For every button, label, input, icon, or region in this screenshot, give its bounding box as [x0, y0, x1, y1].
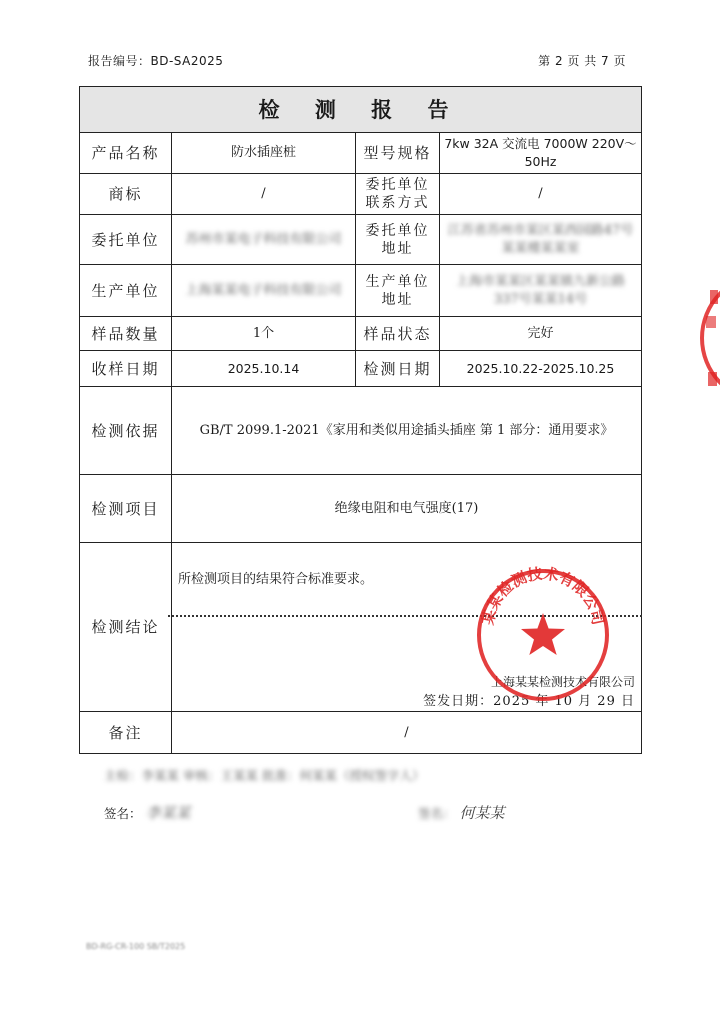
brand-value: / [172, 174, 356, 215]
issuing-company: 上海某某检测技术有限公司 [490, 675, 635, 689]
company-seal [473, 565, 613, 705]
sample-qty-label: 样品数量 [80, 317, 172, 351]
manufacturer-label: 生产单位 [80, 265, 172, 317]
basis-label: 检测依据 [80, 387, 172, 475]
client-contact-label: 委托单位联系方式 [356, 174, 440, 215]
sample-state-label: 样品状态 [356, 317, 440, 351]
signature-2: 何某某 [459, 804, 505, 822]
client-address-label: 委托单位地址 [356, 215, 440, 265]
test-basis: GB/T 2099.1-2021《家用和类似用途插头插座 第 1 部分：通用要求》 [172, 387, 642, 475]
brand-label: 商标 [80, 174, 172, 215]
remark-label: 备注 [80, 712, 172, 754]
page-indicator: 第 2 页 共 7 页 [538, 54, 626, 68]
client-address: 江苏省苏州市某区某西园路47号某某楼某某室 [447, 222, 634, 256]
model-label: 型号规格 [356, 133, 440, 174]
product-name: 防水插座桩 [172, 133, 356, 174]
signature-label-1: 签名： [104, 806, 142, 821]
signature-1: 李某某 [145, 804, 191, 822]
issue-date: 签发日期：2025 年 10 月 29 日 [423, 694, 635, 709]
report-title: 检 测 报 告 [80, 87, 642, 133]
conclusion-text: 所检测项目的结果符合标准要求。 [178, 572, 374, 587]
remark-value: / [172, 712, 642, 754]
test-items: 绝缘电阻和电气强度(17) [172, 475, 642, 543]
report-number: 报告编号：BD-SA2025 [88, 54, 224, 68]
conclusion-label: 检测结论 [80, 543, 172, 712]
receive-date-label: 收样日期 [80, 351, 172, 387]
receive-date: 2025.10.14 [172, 351, 356, 387]
client-label: 委托单位 [80, 215, 172, 265]
signature-roles: 主检：李某某 审核：王某某 批准：何某某（授权签字人） [104, 768, 425, 783]
client-contact: / [440, 174, 642, 215]
seal-text: 某某检测技术有限公司 [478, 565, 608, 627]
sample-state: 完好 [440, 317, 642, 351]
footer-code: BD-RG-CR-100 SB/T2025 [86, 942, 186, 951]
sample-qty: 1个 [172, 317, 356, 351]
test-date-label: 检测日期 [356, 351, 440, 387]
edge-seal-fragment [696, 268, 720, 408]
client-value: 苏州市某电子科技有限公司 [185, 231, 342, 247]
product-name-label: 产品名称 [80, 133, 172, 174]
test-date: 2025.10.22-2025.10.25 [440, 351, 642, 387]
seal-star-icon [521, 613, 565, 655]
manufacturer-address-label: 生产单位地址 [356, 265, 440, 317]
items-label: 检测项目 [80, 475, 172, 543]
model-spec: 7kw 32A 交流电 7000W 220V～50Hz [440, 133, 642, 174]
manufacturer-address: 上海市某某区某某镇九新公路337号某某14号 [455, 273, 625, 307]
manufacturer-value: 上海某某电子科技有限公司 [185, 282, 342, 298]
signature-label-2: 签名： [418, 806, 456, 821]
